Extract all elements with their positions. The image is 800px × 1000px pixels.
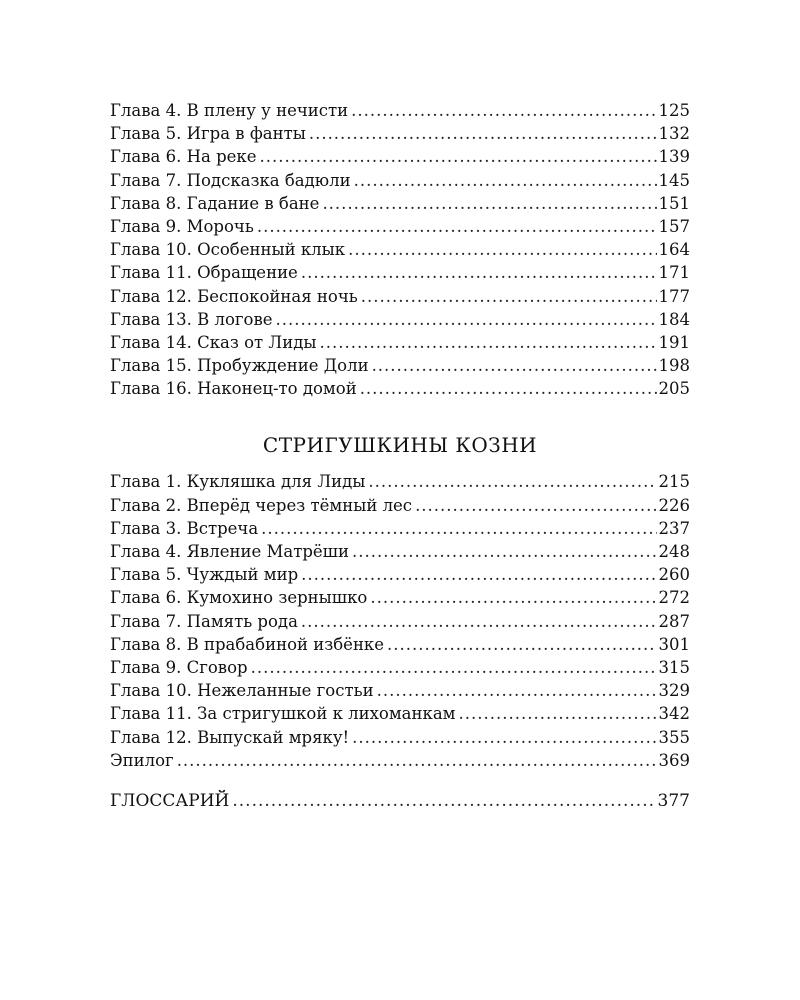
glossary-page: 377	[657, 790, 690, 811]
toc-entry-page: 355	[658, 727, 690, 747]
toc-entry[interactable]	[110, 215, 690, 238]
glossary-entry[interactable]	[110, 790, 690, 813]
toc-entry-page: 184	[658, 309, 690, 329]
toc-entry-title: Глава 7. Подсказка бадюли	[110, 170, 351, 190]
glossary-title: ГЛОССАРИЙ	[110, 790, 230, 811]
toc-entry-page: 125	[658, 101, 690, 120]
toc-entry-title: Глава 9. Сговор	[110, 657, 248, 677]
toc-entry-page: 369	[658, 750, 690, 770]
toc-entry-title: Глава 3. Встреча	[110, 518, 259, 538]
toc-entry[interactable]	[110, 331, 690, 354]
toc-entry-page: 342	[658, 704, 690, 724]
toc-entry-title: Глава 4. В плену у нечисти	[110, 101, 349, 120]
spacer	[110, 772, 690, 790]
table-of-contents	[110, 99, 690, 813]
toc-entry[interactable]	[110, 238, 690, 261]
dot-leader	[301, 563, 656, 586]
toc-entry[interactable]	[110, 99, 690, 122]
toc-entry[interactable]	[110, 122, 690, 145]
toc-entry-title: Глава 10. Нежеланные гостьи	[110, 681, 374, 701]
dot-leader	[352, 726, 656, 749]
toc-entry[interactable]	[110, 633, 690, 656]
part1-entry-list	[110, 99, 690, 400]
toc-entry-page: 151	[658, 193, 690, 213]
dot-leader	[232, 790, 655, 813]
toc-entry-page: 237	[658, 518, 690, 538]
toc-entry-title: Глава 8. Гадание в бане	[110, 193, 320, 213]
dot-leader	[459, 702, 657, 725]
spacer	[110, 400, 690, 432]
toc-entry-title: Глава 10. Особенный клык	[110, 240, 346, 260]
dot-leader	[352, 540, 657, 563]
dot-leader	[387, 633, 656, 656]
dot-leader	[319, 331, 656, 354]
toc-entry[interactable]	[110, 377, 690, 400]
toc-entry[interactable]	[110, 354, 690, 377]
toc-entry[interactable]	[110, 261, 690, 284]
dot-leader	[348, 238, 656, 261]
dot-leader	[377, 679, 657, 702]
toc-entry-page: 226	[658, 495, 690, 515]
dot-leader	[301, 610, 657, 633]
toc-entry-page: 191	[658, 332, 690, 352]
toc-entry-page: 329	[658, 681, 690, 701]
toc-entry-page: 164	[658, 240, 690, 260]
toc-entry-title: Глава 6. Кумохино зернышко	[110, 588, 368, 608]
dot-leader	[370, 586, 656, 609]
toc-entry-title: Глава 15. Пробуждение Доли	[110, 356, 369, 376]
dot-leader	[368, 470, 656, 493]
toc-entry-page: 287	[658, 611, 690, 631]
dot-leader	[415, 494, 656, 517]
dot-leader	[354, 169, 657, 192]
toc-entry-title: Глава 12. Выпускай мряку!	[110, 727, 350, 747]
dot-leader	[177, 749, 657, 772]
toc-entry[interactable]	[110, 517, 690, 540]
toc-entry-title: Глава 11. За стригушкой к лихоманкам	[110, 704, 456, 724]
dot-leader	[257, 215, 657, 238]
toc-entry-title: Глава 12. Беспокойная ночь	[110, 286, 358, 306]
toc-entry-page: 145	[658, 170, 690, 190]
toc-entry-title: Глава 7. Память рода	[110, 611, 298, 631]
toc-entry[interactable]	[110, 494, 690, 517]
toc-entry-title: Глава 16. Наконец-то домой	[110, 379, 357, 399]
toc-entry-page: 260	[658, 565, 690, 585]
toc-entry-page: 198	[658, 356, 690, 376]
part2-entry-list	[110, 470, 690, 771]
toc-entry[interactable]	[110, 285, 690, 308]
toc-entry-page: 139	[658, 147, 690, 167]
dot-leader	[309, 122, 657, 145]
toc-entry-title: Эпилог	[110, 750, 174, 770]
toc-entry-page: 272	[658, 588, 690, 608]
dot-leader	[372, 354, 657, 377]
toc-entry[interactable]	[110, 610, 690, 633]
dot-leader	[361, 285, 657, 308]
toc-entry[interactable]	[110, 145, 690, 168]
toc-entry-page: 301	[658, 634, 690, 654]
section-heading: СТРИГУШКИНЫ КОЗНИ	[262, 433, 538, 458]
toc-entry-title: Глава 5. Чуждый мир	[110, 565, 299, 585]
toc-entry[interactable]	[110, 540, 690, 563]
toc-entry-title: Глава 8. В прабабиной избёнке	[110, 634, 385, 654]
toc-entry-title: Глава 5. Игра в фанты	[110, 124, 306, 144]
dot-leader	[322, 192, 656, 215]
toc-entry-page: 171	[658, 263, 690, 283]
dot-leader	[301, 261, 657, 284]
toc-entry[interactable]	[110, 656, 690, 679]
toc-entry-page: 315	[658, 657, 690, 677]
dot-leader	[251, 656, 657, 679]
toc-entry[interactable]	[110, 749, 690, 772]
toc-entry-page: 205	[658, 379, 690, 399]
toc-entry[interactable]	[110, 470, 690, 493]
toc-entry-title: Глава 6. На реке	[110, 147, 257, 167]
dot-leader	[261, 517, 656, 540]
toc-entry-title: Глава 13. В логове	[110, 309, 273, 329]
dot-leader	[276, 308, 657, 331]
toc-entry[interactable]	[110, 308, 690, 331]
toc-entry[interactable]	[110, 726, 690, 749]
dot-leader	[351, 99, 656, 122]
toc-entry[interactable]	[110, 702, 690, 725]
toc-entry-page: 215	[658, 472, 690, 492]
toc-entry-title: Глава 11. Обращение	[110, 263, 298, 283]
toc-entry-page: 132	[658, 124, 690, 144]
toc-entry-page: 157	[658, 216, 690, 236]
toc-entry[interactable]	[110, 563, 690, 586]
toc-entry-page: 248	[658, 542, 690, 561]
toc-entry[interactable]	[110, 192, 690, 215]
dot-leader	[360, 377, 657, 400]
toc-entry[interactable]	[110, 679, 690, 702]
toc-entry-title: Глава 14. Сказ от Лиды	[110, 332, 317, 352]
spacer	[110, 459, 690, 470]
toc-entry[interactable]	[110, 586, 690, 609]
dot-leader	[259, 145, 656, 168]
toc-entry-page: 177	[658, 286, 690, 306]
toc-entry-title: Глава 2. Вперёд через тёмный лес	[110, 495, 413, 515]
toc-entry[interactable]	[110, 169, 690, 192]
toc-entry-title: Глава 1. Кукляшка для Лиды	[110, 472, 366, 492]
toc-entry-title: Глава 4. Явление Матрёши	[110, 542, 349, 561]
toc-entry-title: Глава 9. Морочь	[110, 216, 254, 236]
